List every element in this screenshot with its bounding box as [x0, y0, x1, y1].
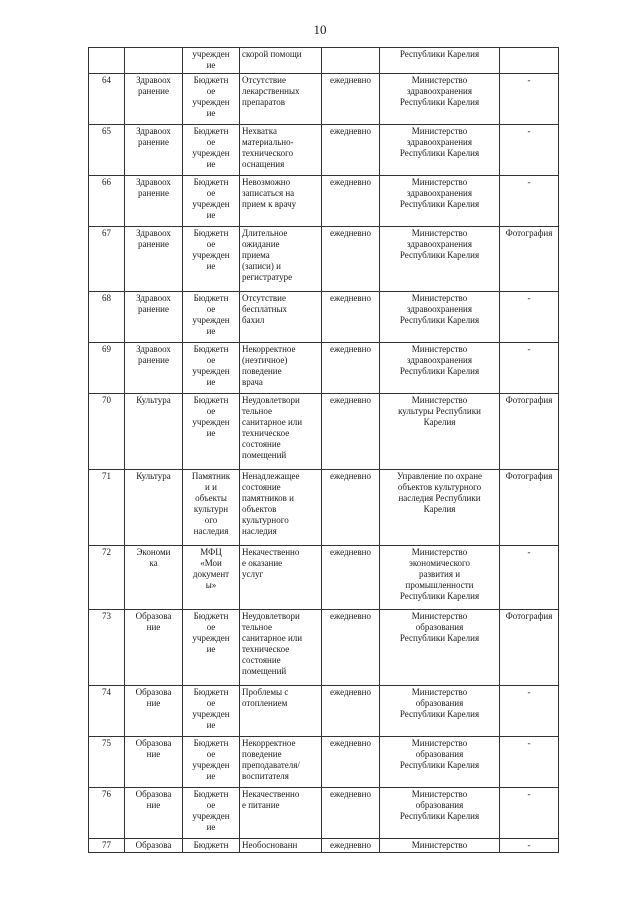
sphere-cell: Культура: [125, 394, 183, 470]
row-number: 69: [89, 343, 125, 394]
frequency-cell: ежедневно: [322, 546, 380, 610]
problem-cell: Проблемы с отоплением: [240, 686, 322, 737]
frequency-cell: ежедневно: [322, 788, 380, 839]
organization-cell: МФЦ «Мои документ ы»: [183, 546, 240, 610]
note-cell: Фотография: [500, 470, 559, 546]
row-number: 70: [89, 394, 125, 470]
organization-cell: Бюджетн ое учрежден ие: [183, 610, 240, 686]
authority-cell: Министерство образования Республики Карелия: [380, 610, 500, 686]
table-row: [89, 788, 559, 839]
sphere-cell: Образова ние: [125, 610, 183, 686]
issues-table: [88, 47, 559, 853]
note-cell: -: [500, 686, 559, 737]
organization-cell: Бюджетн ое учрежден ие: [183, 788, 240, 839]
frequency-cell: ежедневно: [322, 343, 380, 394]
sphere-cell: Образова ние: [125, 737, 183, 788]
table-row: [89, 394, 559, 470]
problem-cell: Невозможно записаться на прием к врачу: [240, 176, 322, 227]
frequency-cell: ежедневно: [322, 292, 380, 343]
sphere-cell: Культура: [125, 470, 183, 546]
organization-cell: Бюджетн ое учрежден ие: [183, 737, 240, 788]
sphere-cell: [125, 48, 183, 74]
note-cell: -: [500, 292, 559, 343]
problem-cell: Некорректное (неэтичное) поведение врача: [240, 343, 322, 394]
frequency-cell: ежедневно: [322, 394, 380, 470]
organization-cell: Бюджетн ое учрежден ие: [183, 292, 240, 343]
sphere-cell: Здравоох ранение: [125, 176, 183, 227]
frequency-cell: [322, 48, 380, 74]
organization-cell: Бюджетн ое учрежден ие: [183, 686, 240, 737]
row-number: 73: [89, 610, 125, 686]
sphere-cell: Образова ние: [125, 686, 183, 737]
note-cell: -: [500, 74, 559, 125]
problem-cell: Нехватка материально- технического оснащения: [240, 125, 322, 176]
authority-cell: Управление по охране объектов культурного наследия Республики Карелия: [380, 470, 500, 546]
page-number: 10: [313, 22, 327, 37]
authority-cell: Министерство образования Республики Карелия: [380, 686, 500, 737]
note-cell: Фотография: [500, 610, 559, 686]
row-number: 71: [89, 470, 125, 546]
row-number: 74: [89, 686, 125, 737]
note-cell: -: [500, 788, 559, 839]
row-number: 65: [89, 125, 125, 176]
authority-cell: Министерство экономического развития и промышленности Республики Карелия: [380, 546, 500, 610]
problem-cell: Некорректное поведение преподавателя/ воспитателя: [240, 737, 322, 788]
problem-cell: Некачественно e оказание услуг: [240, 546, 322, 610]
frequency-cell: ежедневно: [322, 74, 380, 125]
authority-cell: Министерство здравоохранения Республики Карелия: [380, 292, 500, 343]
row-number: 76: [89, 788, 125, 839]
note-cell: [500, 48, 559, 74]
row-number: 67: [89, 227, 125, 292]
problem-cell: Ненадлежащее состояние памятников и объектов культурного наследия: [240, 470, 322, 546]
problem-cell: Отсутствие бесплатных бахил: [240, 292, 322, 343]
authority-cell: Министерство здравоохранения Республики Карелия: [380, 176, 500, 227]
authority-cell: Министерство здравоохранения Республики Карелия: [380, 343, 500, 394]
sphere-cell: Здравоох ранение: [125, 74, 183, 125]
table-row: [89, 48, 559, 74]
table-row: [89, 227, 559, 292]
row-number: 64: [89, 74, 125, 125]
problem-cell: Неудовлетвори тельное санитарное или техническое состояние помещений: [240, 610, 322, 686]
organization-cell: Бюджетн ое учрежден ие: [183, 394, 240, 470]
problem-cell: Неудовлетвори тельное санитарное или техническое состояние помещений: [240, 394, 322, 470]
authority-cell: Министерство образования Республики Карелия: [380, 737, 500, 788]
organization-cell: Бюджетн ое учрежден ие: [183, 343, 240, 394]
authority-cell: Министерство здравоохранения Республики Карелия: [380, 125, 500, 176]
table-row: [89, 470, 559, 546]
table-row: [89, 737, 559, 788]
organization-cell: Бюджетн ое учрежден ие: [183, 74, 240, 125]
note-cell: -: [500, 176, 559, 227]
problem-cell: Длительное ожидание приема (записи) и регистратуре: [240, 227, 322, 292]
row-number: 72: [89, 546, 125, 610]
problem-cell: скорой помощи: [240, 48, 322, 74]
row-number: [89, 48, 125, 74]
table-row: [89, 546, 559, 610]
row-number: 66: [89, 176, 125, 227]
sphere-cell: Образова ние: [125, 788, 183, 839]
table-row: [89, 292, 559, 343]
organization-cell: Бюджетн ое учрежден ие: [183, 176, 240, 227]
row-number: 77: [89, 839, 125, 853]
frequency-cell: ежедневно: [322, 686, 380, 737]
frequency-cell: ежедневно: [322, 176, 380, 227]
note-cell: -: [500, 343, 559, 394]
authority-cell: Министерство культуры Республики Карелия: [380, 394, 500, 470]
authority-cell: Министерство здравоохранения Республики Карелия: [380, 227, 500, 292]
sphere-cell: Здравоох ранение: [125, 292, 183, 343]
organization-cell: учрежден ие: [183, 48, 240, 74]
frequency-cell: ежедневно: [322, 610, 380, 686]
frequency-cell: ежедневно: [322, 737, 380, 788]
table-row: [89, 74, 559, 125]
row-number: 68: [89, 292, 125, 343]
sphere-cell: Здравоох ранение: [125, 125, 183, 176]
authority-cell: Министерство здравоохранения Республики Карелия: [380, 74, 500, 125]
sphere-cell: Здравоох ранение: [125, 227, 183, 292]
organization-cell: Памятник и и объекты культурн ого наследия: [183, 470, 240, 546]
table-row: [89, 176, 559, 227]
row-number: 75: [89, 737, 125, 788]
authority-cell: Министерство: [380, 839, 500, 853]
authority-cell: Министерство образования Республики Карелия: [380, 788, 500, 839]
note-cell: Фотография: [500, 394, 559, 470]
note-cell: -: [500, 125, 559, 176]
note-cell: -: [500, 546, 559, 610]
problem-cell: Отсутствие лекарственных препаратов: [240, 74, 322, 125]
note-cell: -: [500, 839, 559, 853]
sphere-cell: Здравоох ранение: [125, 343, 183, 394]
authority-cell: Республики Карелия: [380, 48, 500, 74]
table-row: [89, 839, 559, 853]
frequency-cell: ежедневно: [322, 839, 380, 853]
note-cell: -: [500, 737, 559, 788]
frequency-cell: ежедневно: [322, 125, 380, 176]
problem-cell: Некачественно e питание: [240, 788, 322, 839]
problem-cell: Необоснованн: [240, 839, 322, 853]
table-row: [89, 610, 559, 686]
organization-cell: Бюджетн ое учрежден ие: [183, 125, 240, 176]
organization-cell: Бюджетн ое учрежден ие: [183, 227, 240, 292]
organization-cell: Бюджетн: [183, 839, 240, 853]
sphere-cell: Образова: [125, 839, 183, 853]
table-row: [89, 125, 559, 176]
note-cell: Фотография: [500, 227, 559, 292]
table-row: [89, 686, 559, 737]
frequency-cell: ежедневно: [322, 470, 380, 546]
sphere-cell: Экономи ка: [125, 546, 183, 610]
table-row: [89, 343, 559, 394]
frequency-cell: ежедневно: [322, 227, 380, 292]
